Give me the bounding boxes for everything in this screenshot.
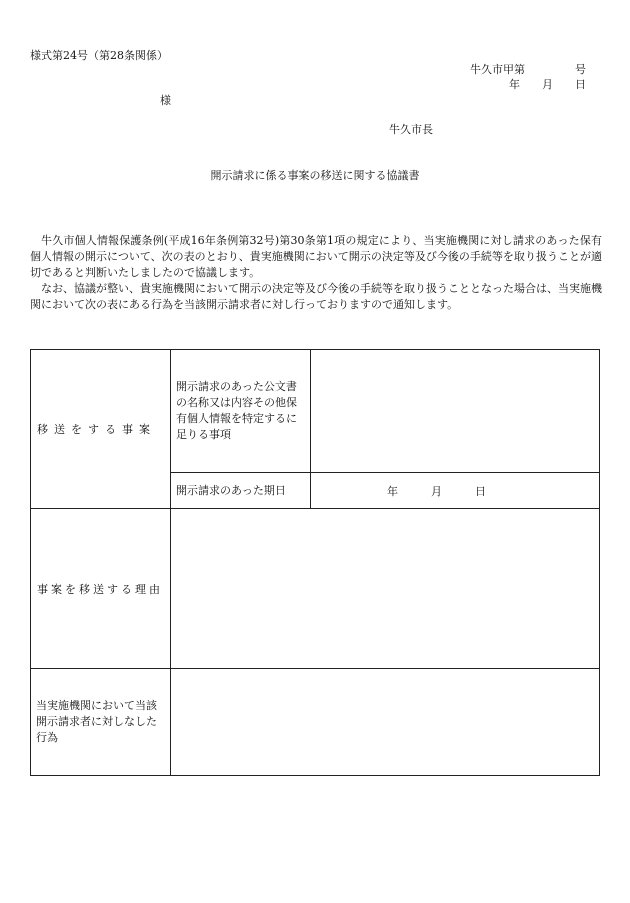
form-number: 様式第24号（第28条関係） <box>30 49 168 62</box>
body-paragraph-2: なお、協議が整い、貴実施機関において開示の決定等及び今後の手続等を取り扱うこととなった場合は、当実施機関において次の表にある行為を当該開示請求者に対し行っておりますので通知します。 <box>30 282 602 311</box>
document-title: 開示請求に係る事案の移送に関する協議書 <box>210 169 420 182</box>
request-date-value[interactable] <box>311 473 600 509</box>
request-date-label: 開示請求のあった期日 <box>171 473 311 509</box>
date-day: 日 <box>575 78 586 91</box>
case-label: 移送をする事案 <box>31 350 171 509</box>
sender: 牛久市長 <box>389 123 433 136</box>
reason-label: 事案を移送する理由 <box>31 509 171 669</box>
document-number-suffix: 号 <box>575 63 586 76</box>
request-date-year: 年 <box>387 484 398 498</box>
document-date <box>509 79 586 90</box>
transfer-details-table <box>30 349 600 776</box>
actions-value[interactable] <box>171 669 600 776</box>
body-paragraph-1: 牛久市個人情報保護条例(平成16年条例第32号)第30条第1項の規定により、当実施機関に対し請求のあった保有個人情報の開示について、次の表のとおり、貴実施機関において開示の決定等及び今後の手続等を取り扱うことが適切であると判断いたしましたので協議します。 <box>30 234 602 279</box>
request-date-month: 月 <box>431 484 442 498</box>
request-date-day: 日 <box>475 484 486 498</box>
document-number-prefix: 牛久市甲第 <box>470 63 525 76</box>
date-year: 年 <box>509 78 520 91</box>
addressee: 様 <box>160 94 171 107</box>
document-name-label: 開示請求のあった公文書の名称又は内容その他保有個人情報を特定するに足りる事項 <box>171 350 311 473</box>
reason-value[interactable] <box>171 509 600 669</box>
actions-label: 当実施機関において当該開示請求者に対しなした行為 <box>31 669 171 776</box>
document-number <box>470 64 586 75</box>
body-text <box>30 233 602 313</box>
date-month: 月 <box>542 78 553 91</box>
document-name-value[interactable] <box>311 350 600 473</box>
